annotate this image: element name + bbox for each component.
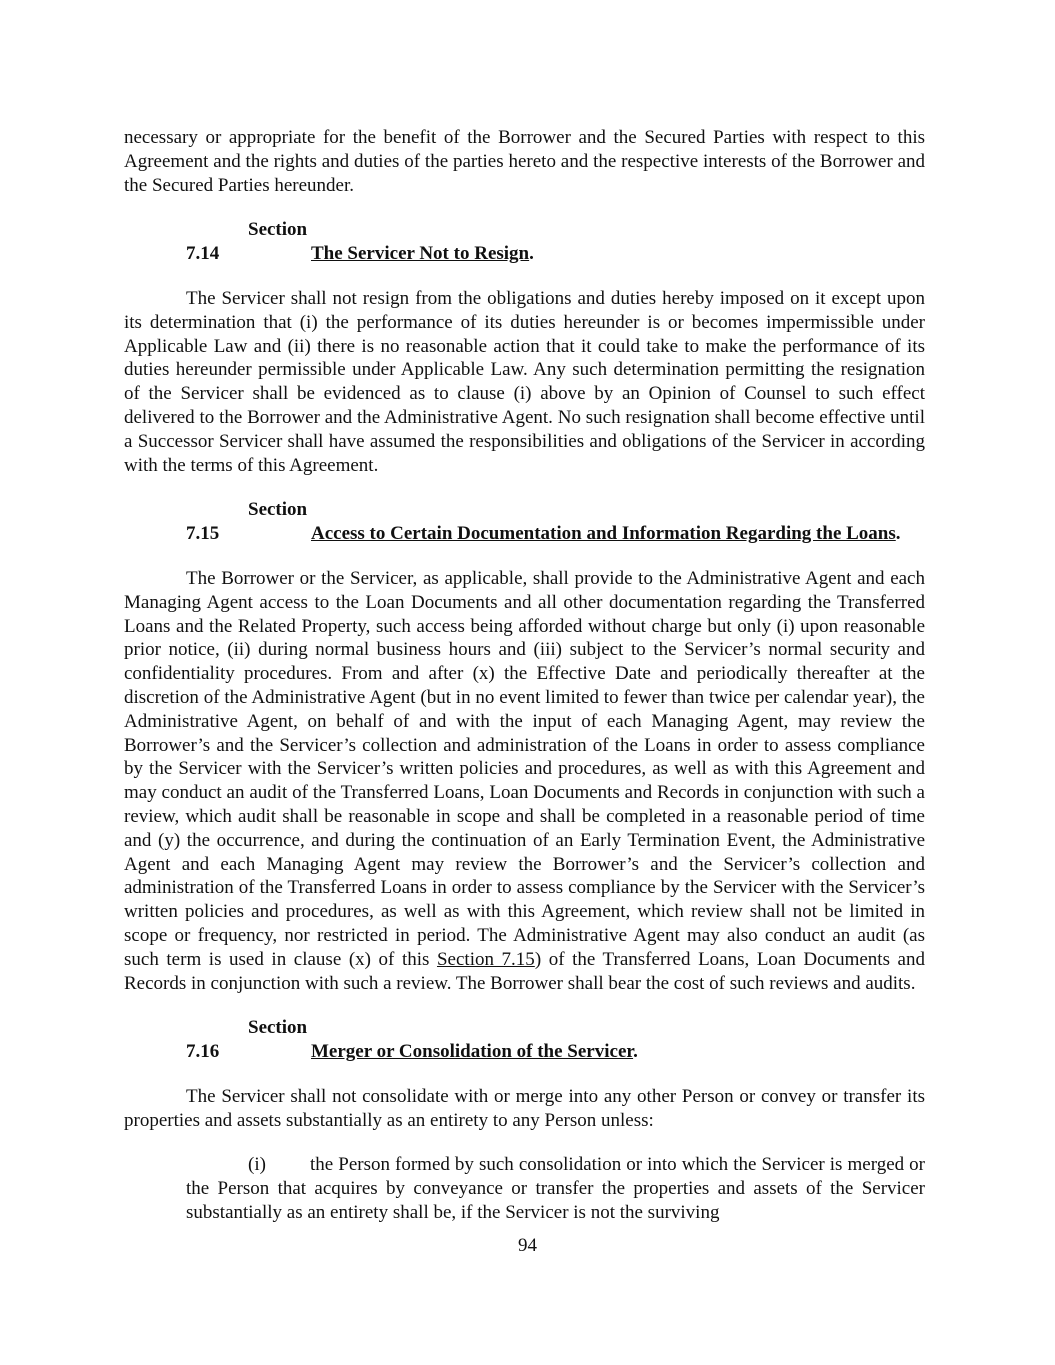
list-item-label: (i) [248, 1154, 266, 1176]
section-7-15-body [124, 567, 925, 995]
list-item [186, 1153, 925, 1224]
section-7-14-heading: Section 7.14 The Servicer Not to Resign. [186, 219, 534, 265]
section-number: Section 7.14 [186, 219, 308, 265]
section-number: Section 7.16 [186, 1017, 308, 1063]
section-title: The Servicer Not to Resign [311, 243, 530, 265]
cross-reference-link: Section 7.15 [436, 948, 535, 970]
section-title: Merger or Consolidation of the Servicer [311, 1041, 634, 1063]
section-7-14-body: The Servicer shall not resign from the obligations and duties hereby imposed on it except upon its determination that (i) the performance of its duties hereunder is or becomes impermissible under Applicable Law and (ii) there is no reasonable action that it could take to make the performance of its duties hereunder permissible under Applicable Law. Any such determination permitting the resignation of the Servicer shall be evidenced as to clause (i) above by an Opinion of Counsel to such effect delivered to the Borrower and the Administrative Agent. No such resignation shall become effective until a Successor Servicer shall have assumed the responsibilities and obligations of the Servicer in according with the terms of this Agreement. [124, 287, 925, 476]
list-item-text: the Person formed by such consolidation or into which the Servicer is merged or the Person that acquires by conveyance or transfer the properties and assets of the Servicer substantially as an entirety shall be, if the Servicer is not the surviving [186, 1154, 925, 1224]
body-text: ) of the Transferred Loans, Loan Documents and Records in conjunction with such a review. The Borrower shall bear the cost of such reviews and audits. [124, 948, 925, 994]
page-number: 94 [518, 1235, 537, 1256]
section-7-16-heading: Section 7.16 Merger or Consolidation of the Servicer. [186, 1017, 638, 1063]
continued-paragraph: necessary or appropriate for the benefit of the Borrower and the Secured Parties with respect to this Agreement and the rights and duties of the parties hereto and the respective interests of the Borrower and the Secured Parties hereunder. [124, 127, 925, 196]
body-text: The Borrower or the Servicer, as applicable, shall provide to the Administrative Agent and each Managing Agent access to the Loan Documents and all other documentation regarding the Transferred Loans and the Related Property, such access being afforded without charge but only (i) upon reasonable prior notice, (ii) during normal business hours and (iii) subject to the Servicer’s normal security and confidentiality procedures. From and after (x) the Effective Date and periodically thereafter at the discretion of the Administrative Agent (but in no event limited to fewer than twice per calendar year), the Administrative Agent, on behalf of and with the input of each Managing Agent, may review the Borrower’s and the Servicer’s collection and administration of the Loans in order to assess compliance by the Servicer with the Servicer’s written policies and procedures, as well as with this Agreement and may conduct an audit of the Transferred Loans, Loan Documents and Records in conjunction with such a review, which audit shall be reasonable in scope and shall be completed in a reasonable period of time and (y) the occurrence, and during the continuation of an Early Termination Event, the Administrative Agent and each Managing Agent may review the Borrower’s and the Servicer’s collection and administration of the Transferred Loans in order to assess compliance by the Servicer with the Servicer’s written policies and procedures, as well as with this Agreement, which review shall not be limited in scope or frequency, nor restricted in period. The Administrative Agent may also conduct an audit (as such term is used in clause (x) of this [124, 567, 925, 970]
section-7-15-heading: Section 7.15 Access to Certain Documentation and Information Regarding the Loans. [186, 499, 901, 545]
page-content [124, 126, 925, 1225]
section-7-16-body: The Servicer shall not consolidate with or merge into any other Person or convey or transfer its properties and assets substantially as an entirety to any Person unless: [124, 1085, 925, 1131]
section-title: Access to Certain Documentation and Information Regarding the Loans [311, 523, 896, 545]
section-number: Section 7.15 [186, 499, 308, 545]
